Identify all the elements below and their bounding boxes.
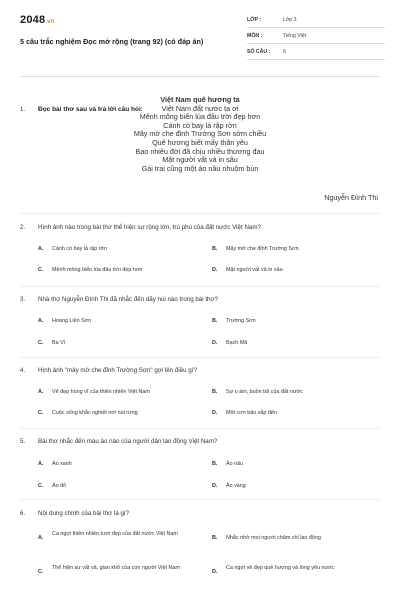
meta-key: SỐ CÂU : (247, 48, 271, 55)
option-letter: A. (38, 246, 44, 252)
option-letter: D. (212, 410, 218, 416)
option-letter: B. (212, 318, 218, 324)
poem-line: Mênh mông biển lúa đâu trời đẹp hơn (139, 112, 261, 122)
document-title: 5 câu trắc nghiệm Đọc mở rộng (trang 92) (có đáp án) (20, 37, 204, 46)
option-text: Trường Sơn (226, 318, 256, 324)
option-letter: D. (212, 483, 218, 489)
site-logo[interactable] (20, 14, 55, 26)
poem-line: Mây mờ che đỉnh Trường Sơn sớm chiều (133, 129, 267, 139)
option-text: Ca ngợi vẻ đẹp quê hương và lòng yêu nước (226, 565, 335, 571)
option-text: Bạch Mã (226, 340, 248, 346)
page-header (0, 0, 400, 72)
poem-line: Gái trai cũng một áo nâu nhuộm bùn (141, 163, 259, 173)
question-number: 6. (20, 510, 26, 517)
option-text: Áo đỏ (52, 483, 67, 489)
question-3 (20, 296, 380, 356)
question-text: Nội dung chính của bài thơ là gì? (38, 510, 130, 517)
option-text: Thể hiện sự vất vả, gian khổ của con người Việt Nam (52, 565, 180, 571)
question-number: 3. (20, 296, 26, 303)
question-2 (20, 224, 380, 284)
option-letter: C. (38, 410, 44, 416)
option-letter: D. (212, 569, 218, 575)
option-text: Sự u ám, buồn bã của đất nước (226, 389, 303, 395)
option-text: Mặt người vất vả in sâu (226, 267, 283, 273)
question-text: Bài thơ nhắc đến màu áo nào của người dân lao động Việt Nam? (38, 438, 218, 445)
option-letter: B. (212, 461, 218, 467)
question-number: 1. (20, 106, 26, 113)
option-text: Áo xanh (52, 461, 72, 467)
option-letter: C. (38, 569, 44, 575)
question-separator (20, 428, 380, 429)
option-letter: C. (38, 340, 44, 346)
option-text: Một cơn bão sắp đến (226, 410, 277, 416)
option-letter: D. (212, 267, 218, 273)
question-number: 2. (20, 224, 26, 231)
question-number: 4. (20, 367, 26, 374)
poem-line: Cánh cò bay lả rập rờn (163, 120, 237, 130)
option-text: Áo nâu (226, 461, 244, 467)
option-text: Ca ngợi thiên nhiên tươi đẹp của đất nước Việt Nam (52, 531, 178, 537)
option-text: Ba Vì (52, 340, 66, 346)
question-separator (20, 499, 380, 500)
question-separator (20, 213, 380, 214)
option-text: Mây mờ che đỉnh Trường Sơn (226, 246, 299, 252)
meta-row-count (247, 44, 385, 60)
meta-value: Lớp 3 (283, 16, 297, 23)
option-letter: A. (38, 461, 44, 467)
logo-suffix: .vn (45, 19, 55, 25)
meta-value: Tiếng Việt (283, 32, 307, 39)
poem (0, 96, 400, 173)
question-separator (20, 357, 380, 358)
question-5 (20, 438, 380, 498)
option-letter: B. (212, 535, 218, 541)
question-4 (20, 367, 380, 427)
poem-line: Bao nhiêu đời đã chịu nhiều thương đau (135, 146, 265, 156)
option-text: Vẻ đẹp hùng vĩ của thiên nhiên Việt Nam (52, 389, 150, 395)
option-letter: B. (212, 246, 218, 252)
poem-line: Quê hương biết mấy thân yêu (152, 137, 248, 147)
poem-title: Việt Nam quê hương ta (160, 95, 240, 104)
meta-value: 6 (283, 48, 286, 55)
option-text: Nhắc nhở mọi người chăm chỉ lao động (226, 535, 321, 541)
option-text: Cuộc sống khắc nghiệt nơi núi rừng (52, 410, 138, 416)
option-text: Mênh mông biển lúa đâu trời đẹp hơn (52, 267, 143, 273)
option-text: Hoàng Liên Sơn (52, 318, 92, 324)
question-number: 5. (20, 438, 26, 445)
question-6 (20, 510, 380, 600)
option-letter: D. (212, 340, 218, 346)
option-text: Áo vàng (226, 483, 246, 489)
option-letter: C. (38, 267, 44, 273)
option-letter: C. (38, 483, 44, 489)
meta-table (247, 12, 385, 60)
meta-row-subject (247, 28, 385, 44)
option-letter: B. (212, 389, 218, 395)
poem-line: Việt Nam đất nước ta ơi (161, 103, 239, 113)
meta-key: MÔN : (247, 32, 263, 39)
logo-text: 2048 (20, 14, 46, 26)
question-text: Hình ảnh "mây mờ che đỉnh Trường Sơn" gợi lên điều gì? (38, 367, 197, 374)
option-letter: A. (38, 318, 44, 324)
question-text: Đọc bài thơ sau và trả lời câu hỏi: (38, 106, 143, 113)
meta-key: LỚP : (247, 16, 262, 23)
meta-row-class (247, 12, 385, 28)
poem-author: Nguyễn Đình Thi (324, 193, 378, 202)
question-separator (20, 286, 380, 287)
option-text: Cánh cò bay lả rập rờn (52, 246, 108, 252)
poem-line: Mặt người vất vả in sâu (162, 155, 238, 165)
question-text: Nhà thơ Nguyễn Đình Thi đã nhắc đến dãy núi nào trong bài thơ? (38, 296, 218, 303)
header-divider (20, 76, 380, 77)
question-text: Hình ảnh nào trong bài thơ thể hiện sự rộng lớn, trù phú của đất nước Việt Nam? (38, 224, 261, 231)
option-letter: A. (38, 535, 44, 541)
option-letter: A. (38, 389, 44, 395)
